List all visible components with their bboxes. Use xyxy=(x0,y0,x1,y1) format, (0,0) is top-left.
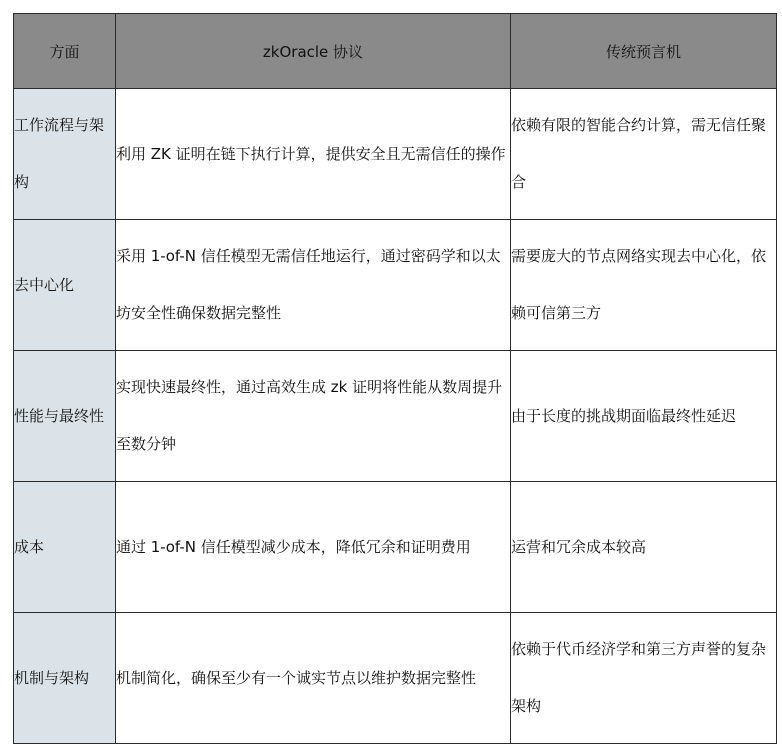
row-traditional: 依赖有限的智能合约计算，需无信任聚合 xyxy=(511,89,777,220)
row-zkoracle: 采用 1-of-N 信任模型无需信任地运行，通过密码学和以太坊安全性确保数据完整性 xyxy=(116,220,511,351)
table-row xyxy=(14,220,777,351)
row-traditional: 依赖于代币经济学和第三方声誉的复杂架构 xyxy=(511,613,777,744)
comparison-table xyxy=(13,13,777,744)
row-aspect: 工作流程与架构 xyxy=(14,89,116,220)
header-zkoracle: zkOracle 协议 xyxy=(116,14,511,89)
row-traditional: 运营和冗余成本较高 xyxy=(511,482,777,613)
table-row xyxy=(14,89,777,220)
row-aspect: 成本 xyxy=(14,482,116,613)
table-row xyxy=(14,482,777,613)
table-row xyxy=(14,613,777,744)
row-zkoracle: 机制简化，确保至少有一个诚实节点以维护数据完整性 xyxy=(116,613,511,744)
row-zkoracle: 通过 1-of-N 信任模型减少成本，降低冗余和证明费用 xyxy=(116,482,511,613)
row-traditional: 由于长度的挑战期面临最终性延迟 xyxy=(511,351,777,482)
row-aspect: 机制与架构 xyxy=(14,613,116,744)
row-zkoracle: 实现快速最终性，通过高效生成 zk 证明将性能从数周提升至数分钟 xyxy=(116,351,511,482)
row-aspect: 去中心化 xyxy=(14,220,116,351)
header-row xyxy=(14,14,777,89)
table-row xyxy=(14,351,777,482)
row-aspect: 性能与最终性 xyxy=(14,351,116,482)
row-zkoracle: 利用 ZK 证明在链下执行计算，提供安全且无需信任的操作 xyxy=(116,89,511,220)
header-aspect: 方面 xyxy=(14,14,116,89)
header-traditional: 传统预言机 xyxy=(511,14,777,89)
row-traditional: 需要庞大的节点网络实现去中心化，依赖可信第三方 xyxy=(511,220,777,351)
